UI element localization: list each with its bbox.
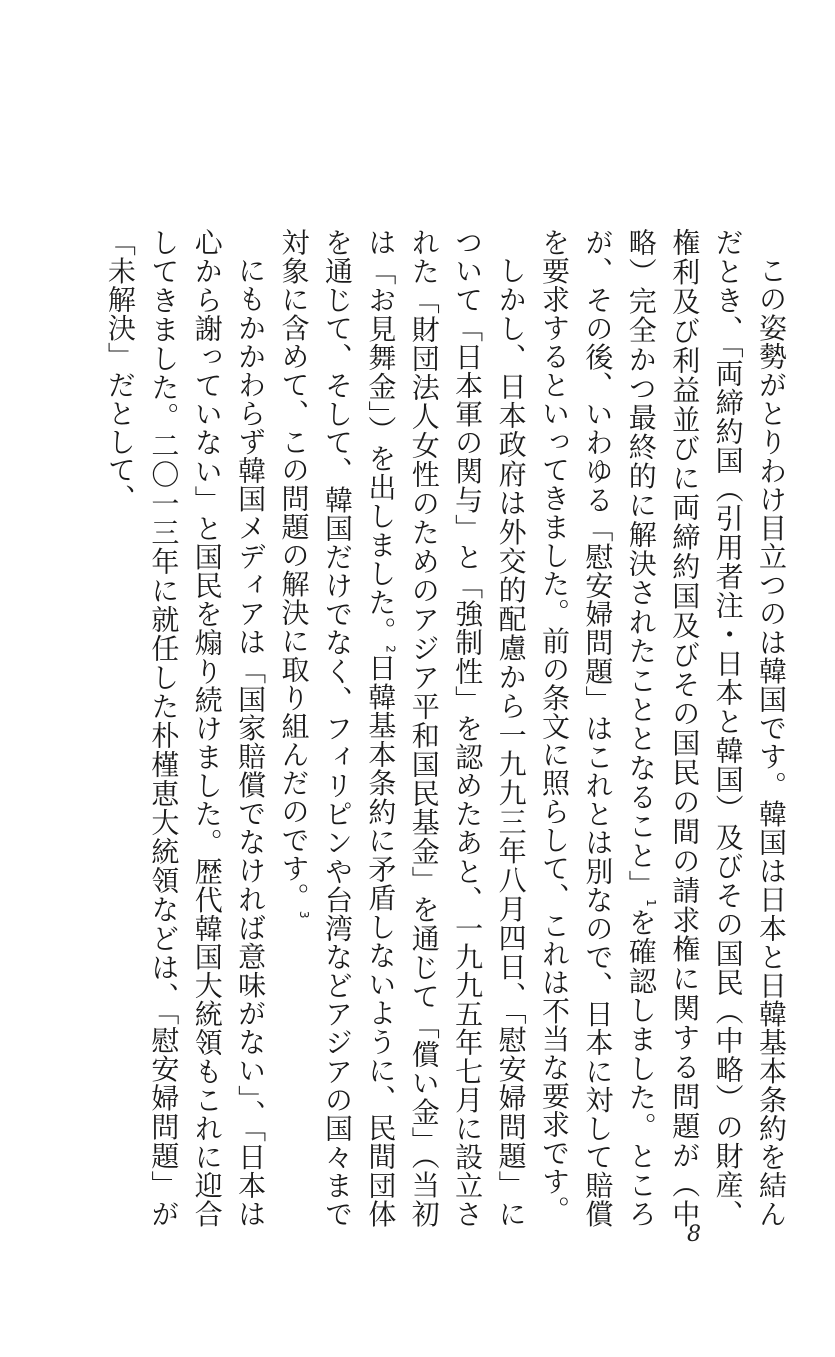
footnote-marker: 2 xyxy=(383,645,398,654)
text-line: だのです。 xyxy=(277,768,311,911)
page-number: 8 xyxy=(687,1222,701,1247)
text-line: を確認しました。ところが、その後、いわゆる「慰安婦問題」 xyxy=(581,228,658,1229)
text-line: した。 xyxy=(364,558,398,646)
footnote-marker: 3 xyxy=(296,910,311,919)
text-line: この姿勢がとりわけ目立つのは韓国です。韓国は日本と日韓基本条約を結んだとき、 xyxy=(711,228,788,1228)
text-line: はこれとは別なので、日本に対して賠償を要求するといってきました。前の条文に照ら xyxy=(537,228,615,1228)
footnote-marker: 1 xyxy=(644,899,659,908)
text-line: にもかかわらず韓国メディアは「国家賠償でなければ意味がない」、「日本は心から謝 xyxy=(190,228,268,1228)
text-line: 「両締約国（引用者注・日本と韓国）及びその国民（中略）の財産、権利及び利益並び xyxy=(668,228,745,1228)
vertical-text-body xyxy=(99,228,794,1228)
text-line: 「日本軍の関与」と「強制性」を認めたあと、一九九五年七月に設立された「財団法人 xyxy=(407,228,485,1228)
text-line: しかし、日本政府は外交的配慮から一九九三年八月四日、「慰安婦問題」について xyxy=(451,228,528,1228)
text-line: して、これは不当な要求です。 xyxy=(537,825,571,1224)
text-line: っていない」と国民を煽り続けました。歴代韓国大統領もこれに迎合してきました。 xyxy=(147,228,224,1228)
paragraph-2 xyxy=(272,228,532,1228)
text-line: 女性のためのアジア平和国民基金」を通じて「償い金」（当初は「お見舞金」）を出しま xyxy=(364,228,441,1228)
text-line: れたこととなること」 xyxy=(624,607,658,899)
text-line: 日韓基本条約に矛盾しないように、民間団体を通じて、そして、韓国だけでな xyxy=(320,228,398,1229)
paragraph-3 xyxy=(99,228,273,1228)
text-line: 二〇一三年に就任した朴槿恵大統領などは、「慰安婦問題」が「未解決」だとして、 xyxy=(103,228,181,1228)
paragraph-1 xyxy=(533,228,793,1228)
text-line: く、フィリピンや台湾などアジアの国々まで対象に含めて、この問題の解決に取り組ん xyxy=(277,228,354,1228)
text-line: に両締約国及びその国民の間の請求権に関する問題が（中略）完全かつ最終的に解決さ xyxy=(624,228,702,1228)
